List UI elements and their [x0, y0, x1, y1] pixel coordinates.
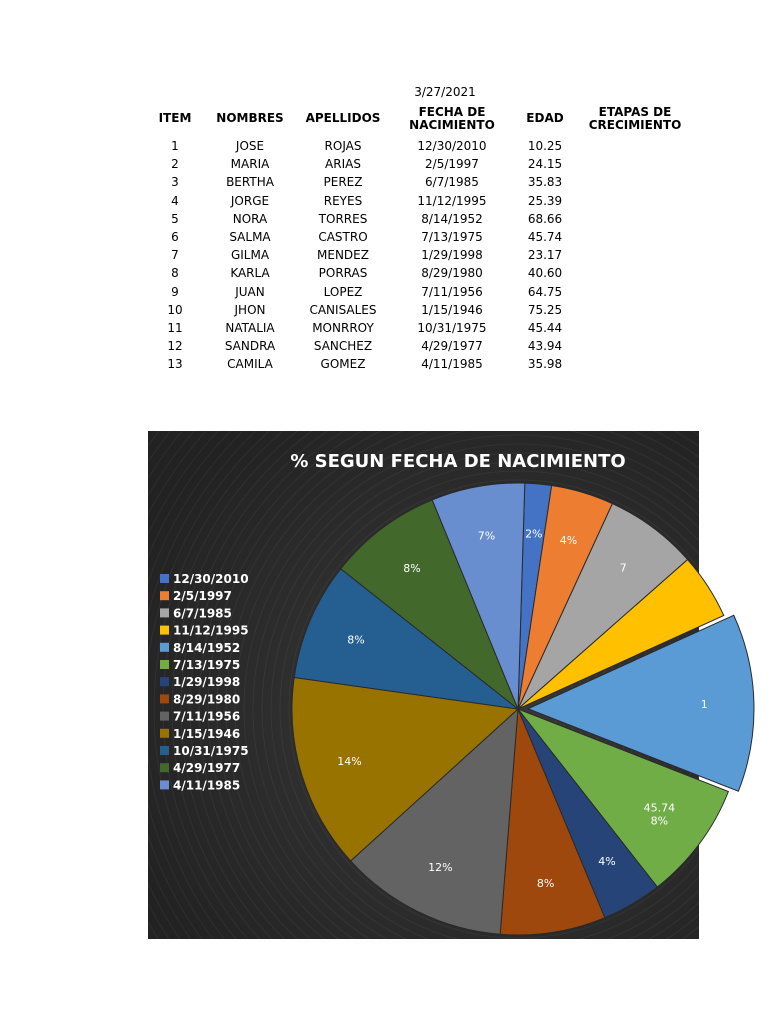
legend-label: 7/13/1975 [173, 658, 241, 672]
legend-swatch [160, 763, 169, 772]
item-cell[interactable]: 13 [167, 357, 183, 372]
header-edad[interactable]: EDAD [526, 111, 564, 125]
apellido-cell[interactable]: CANISALES [309, 302, 377, 317]
fecha-cell[interactable]: 12/30/2010 [417, 139, 487, 153]
apellido-cell[interactable]: MONRROY [312, 321, 374, 335]
edad-cell[interactable]: 43.94 [527, 339, 563, 354]
header-nombres[interactable]: NOMBRES [216, 111, 284, 125]
fecha-cell[interactable]: 8/14/1952 [421, 211, 483, 226]
legend-item[interactable] [160, 761, 240, 775]
legend-label: 1/15/1946 [173, 726, 241, 741]
pie-chart-svg [148, 431, 708, 939]
legend-item[interactable] [160, 692, 240, 706]
legend-swatch [160, 746, 169, 755]
item-cell[interactable]: 11 [167, 321, 183, 335]
legend-label: 10/31/1975 [173, 744, 249, 758]
nombre-cell[interactable]: SANDRA [224, 339, 276, 354]
fecha-cell[interactable]: 1/15/1946 [421, 302, 483, 317]
legend-swatch [160, 780, 169, 789]
legend-item[interactable] [160, 658, 240, 672]
edad-cell[interactable]: 10.25 [527, 139, 563, 153]
legend-item[interactable] [160, 710, 240, 724]
item-cell[interactable]: 6 [171, 230, 179, 244]
nombre-cell[interactable]: NORA [232, 211, 268, 226]
item-cell[interactable]: 2 [171, 157, 179, 172]
legend-label: 8/14/1952 [173, 640, 241, 655]
apellido-cell[interactable]: TORRES [318, 211, 368, 226]
legend-swatch [160, 660, 169, 669]
apellido-cell[interactable]: ARIAS [325, 157, 361, 172]
fecha-cell[interactable]: 7/11/1956 [421, 284, 483, 299]
apellido-cell[interactable]: GOMEZ [320, 357, 366, 372]
legend-label: 11/12/1995 [173, 623, 249, 638]
data-label: 12% [428, 861, 453, 875]
fecha-cell[interactable]: 4/11/1985 [421, 357, 483, 372]
fecha-cell[interactable]: 1/29/1998 [421, 248, 483, 263]
legend-swatch [160, 591, 169, 600]
data-label: 2% [525, 527, 543, 541]
legend-swatch [160, 643, 169, 652]
date-cell[interactable]: 3/27/2021 [414, 85, 476, 99]
legend-swatch [160, 574, 169, 583]
header-fecha-nacimiento[interactable] [405, 106, 499, 132]
header-etapas-line1: ETAPAS DE [598, 105, 672, 119]
legend-swatch [160, 626, 169, 635]
edad-cell[interactable]: 23.17 [527, 248, 563, 263]
legend-item[interactable] [160, 572, 249, 586]
header-apellidos[interactable]: APELLIDOS [305, 111, 381, 125]
apellido-cell[interactable]: MENDEZ [317, 248, 369, 263]
header-etapas-line2: CRECIMIENTO [588, 118, 682, 132]
nombre-cell[interactable]: BERTHA [226, 175, 274, 190]
data-label: 4% [598, 855, 616, 869]
nombre-cell[interactable]: MARIA [230, 157, 270, 172]
edad-cell[interactable]: 35.98 [527, 357, 563, 372]
data-label: 8% [347, 633, 365, 647]
data-label: 7% [477, 529, 496, 543]
fecha-cell[interactable]: 2/5/1997 [425, 157, 479, 172]
fecha-cell[interactable]: 6/7/1985 [425, 175, 479, 190]
fecha-cell[interactable]: 10/31/1975 [417, 321, 487, 335]
header-fecha-line2: NACIMIENTO [409, 118, 495, 132]
apellido-cell[interactable]: CASTRO [318, 230, 368, 244]
legend-label: 1/29/1998 [173, 675, 241, 690]
legend-item[interactable] [160, 727, 240, 741]
nombre-cell[interactable]: JHON [234, 302, 266, 317]
header-fecha-line1: FECHA DE [418, 105, 486, 119]
data-label: 8% [536, 877, 555, 891]
item-cell[interactable]: 5 [171, 211, 179, 226]
edad-cell[interactable]: 35.83 [527, 175, 563, 190]
item-cell[interactable]: 3 [171, 175, 179, 190]
nombre-cell[interactable]: JOSE [235, 139, 265, 153]
apellido-cell[interactable]: PEREZ [323, 175, 363, 190]
nombre-cell[interactable]: JUAN [235, 284, 265, 299]
edad-cell[interactable]: 75.25 [527, 302, 563, 317]
item-cell[interactable]: 12 [167, 339, 183, 354]
legend-label: 6/7/1985 [173, 606, 232, 621]
legend-item[interactable] [160, 778, 240, 792]
item-cell[interactable]: 9 [171, 284, 179, 299]
edad-cell[interactable]: 64.75 [527, 284, 563, 299]
legend-label: 12/30/2010 [173, 572, 249, 586]
fecha-cell[interactable]: 8/29/1980 [421, 266, 483, 281]
apellido-cell[interactable]: PORRAS [318, 266, 368, 281]
item-cell[interactable]: 8 [171, 266, 179, 281]
legend-item[interactable] [160, 641, 240, 655]
legend-label: 8/29/1980 [173, 692, 241, 707]
item-cell[interactable]: 1 [171, 139, 179, 153]
fecha-cell[interactable]: 4/29/1977 [421, 339, 483, 354]
apellido-cell[interactable]: SANCHEZ [313, 339, 373, 354]
item-cell[interactable]: 7 [171, 248, 179, 263]
legend-item[interactable] [160, 675, 240, 689]
data-label: 8% [403, 562, 421, 576]
edad-cell[interactable]: 68.66 [527, 211, 563, 226]
nombre-cell[interactable]: SALMA [229, 230, 271, 244]
fecha-cell[interactable]: 7/13/1975 [421, 230, 483, 244]
legend-item[interactable] [160, 744, 249, 758]
legend-label: 4/11/1985 [173, 778, 241, 793]
edad-cell[interactable]: 25.39 [527, 193, 563, 208]
legend-swatch [160, 608, 169, 617]
nombre-cell[interactable]: GILMA [230, 248, 270, 263]
edad-cell[interactable]: 24.15 [527, 157, 563, 172]
edad-cell[interactable]: 40.60 [527, 266, 563, 281]
data-label: 45.74 8% [643, 801, 676, 828]
item-cell[interactable]: 10 [167, 302, 183, 317]
legend-label: 7/11/1956 [173, 709, 241, 724]
data-label: 4% [559, 534, 578, 548]
data-label: 7 [619, 561, 627, 575]
pie-chart[interactable] [148, 431, 708, 939]
data-label: 14% [337, 754, 362, 768]
legend-item[interactable] [160, 624, 249, 638]
nombre-cell[interactable]: NATALIA [225, 321, 275, 335]
item-cell[interactable]: 4 [171, 193, 179, 208]
legend-swatch [160, 729, 169, 738]
legend-swatch [160, 694, 169, 703]
apellido-cell[interactable]: ROJAS [324, 139, 362, 153]
header-item[interactable]: ITEM [158, 111, 192, 125]
edad-cell[interactable]: 45.44 [527, 321, 563, 335]
nombre-cell[interactable]: KARLA [230, 266, 270, 281]
nombre-cell[interactable]: JORGE [230, 193, 270, 208]
legend-label: 4/29/1977 [173, 761, 241, 776]
legend-label: 2/5/1997 [173, 589, 232, 604]
nombre-cell[interactable]: CAMILA [227, 357, 273, 372]
apellido-cell[interactable]: REYES [323, 193, 363, 208]
header-etapas[interactable] [585, 106, 685, 132]
edad-cell[interactable]: 45.74 [527, 230, 563, 244]
fecha-cell[interactable]: 11/12/1995 [417, 193, 487, 208]
chart-title: % SEGUN FECHA DE NACIMIENTO [290, 451, 626, 472]
legend-swatch [160, 677, 169, 686]
legend-swatch [160, 712, 169, 721]
data-label: 1 [700, 698, 708, 712]
apellido-cell[interactable]: LOPEZ [323, 284, 363, 299]
